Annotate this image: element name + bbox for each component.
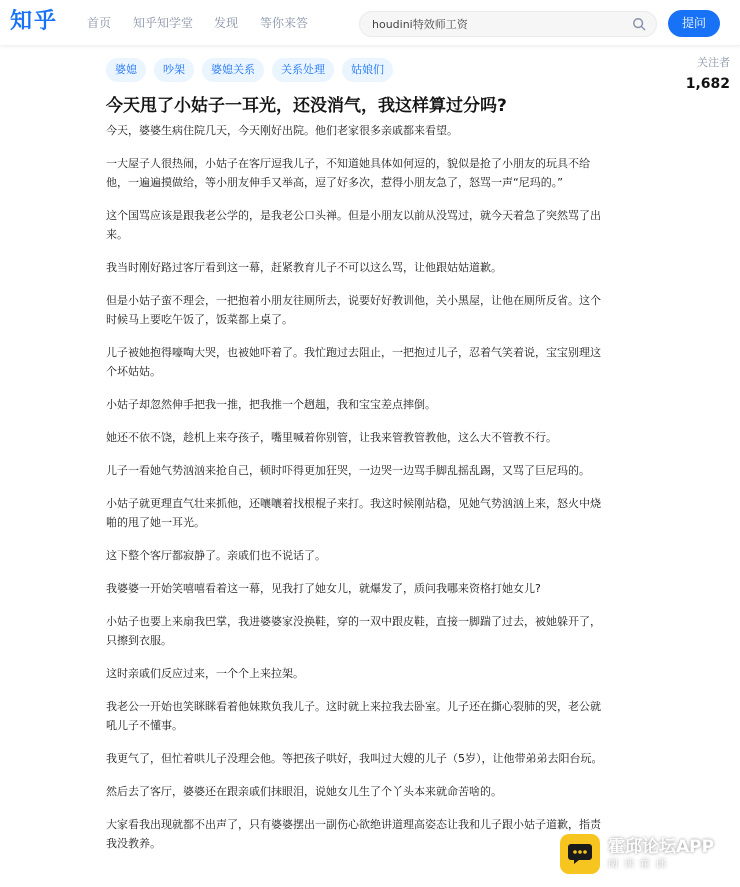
content-paragraph: 小姑子却忽然伸手把我一推，把我推一个趔趄，我和宝宝差点摔倒。: [106, 398, 436, 411]
watermark-subtitle: 阅读霍邱: [608, 858, 672, 870]
chat-bubble-icon: [560, 834, 600, 874]
topic-tag[interactable]: 姑娘们: [342, 58, 393, 82]
top-header: [0, 0, 740, 46]
followers-stat: [686, 56, 730, 94]
search-box[interactable]: [359, 11, 657, 37]
followers-label: 关注者: [697, 56, 730, 69]
content-paragraph: 一大屋子人很热闹，小姑子在客厅逗我儿子，不知道她具体如何逗的，貌似是抢了小朋友的玩具不给他，一遍遍摸做给，等小朋友伸手又举高，逗了好多次，惹得小朋友急了，怒骂一声“尼玛的。”: [106, 157, 590, 189]
ask-button[interactable]: 提问: [668, 10, 720, 37]
content-paragraph: 但是小姑子蛮不理会，一把抱着小朋友往厕所去，说要好好教训他，关小黑屋，让他在厕所反省。这个时候马上要吃午饭了，饭菜都上桌了。: [106, 294, 601, 326]
content-paragraph: 我当时刚好路过客厅看到这一幕，赶紧教育儿子不可以这么骂，让他跟姑姑道歉。: [106, 261, 502, 274]
question-detail: [106, 121, 606, 867]
content-paragraph: 今天，婆婆生病住院几天，今天刚好出院。他们老家很多亲戚都来看望。: [106, 124, 458, 137]
topic-tag[interactable]: 关系处理: [272, 58, 334, 82]
content-paragraph: 小姑子也要上来扇我巴掌，我进婆婆家没换鞋，穿的一双中跟皮鞋，直接一脚踹了过去，被她躲开了，只擦到衣服。: [106, 615, 601, 647]
content-paragraph: 小姑子就更理直气壮来抓他，还嚷嚷着找根棍子来打。我这时候刚站稳，见她气势汹汹上来，怒火中烧啪的甩了她一耳光。: [106, 497, 601, 529]
nav-item-home[interactable]: 首页: [87, 16, 112, 30]
nav-item-waiting-answers[interactable]: 等你来答: [260, 16, 309, 30]
followers-count[interactable]: 1,682: [685, 76, 730, 92]
content-paragraph: 这个国骂应该是跟我老公学的，是我老公口头禅。但是小朋友以前从没骂过，就今天着急了突然骂了出来。: [106, 209, 601, 241]
content-paragraph: 她还不依不饶，趁机上来夺孩子，嘴里喊着你别管，让我来管教管教他，这么大不管教不行。: [106, 431, 557, 444]
topic-tag[interactable]: 婆媳关系: [202, 58, 264, 82]
content-paragraph: 儿子一看她气势汹汹来抢自己，顿时吓得更加狂哭，一边哭一边骂手脚乱摇乱踢，又骂了巨尼玛的。: [106, 464, 590, 477]
search-icon[interactable]: [632, 17, 646, 31]
nav-item-zhixuetang[interactable]: 知乎知学堂: [133, 16, 194, 30]
content-paragraph: 大家看我出现就都不出声了，只有婆婆摆出一副伤心欲绝讲道理高姿态让我和儿子跟小姑子道歉，指责我没教养。: [106, 818, 601, 850]
content-paragraph: 我老公一开始也笑眯眯看着他妹欺负我儿子。这时就上来拉我去卧室。儿子还在撕心裂肺的哭，老公就吼儿子不懂事。: [106, 700, 601, 732]
zhihu-logo[interactable]: 知乎: [10, 9, 59, 34]
watermark-text: [608, 836, 715, 870]
question-title: 今天甩了小姑子一耳光，还没消气，我这样算过分吗?: [106, 96, 507, 116]
content-paragraph: 儿子被她抱得嚎啕大哭，也被她吓着了。我忙跑过去阻止，一把抱过儿子，忍着气笑着说，宝宝别理这个坏姑姑。: [106, 346, 601, 378]
topic-tag[interactable]: 婆媳: [106, 58, 146, 82]
top-nav: [87, 15, 330, 31]
content-paragraph: 我婆婆一开始笑嘻嘻看着这一幕，见我打了她女儿，就爆发了，质问我哪来资格打她女儿?: [106, 582, 541, 595]
search-input[interactable]: [372, 12, 622, 36]
content-paragraph: 然后去了客厅，婆婆还在跟亲戚们抹眼泪，说她女儿生了个丫头本来就命苦啥的。: [106, 785, 502, 798]
topic-tag[interactable]: 吵架: [154, 58, 194, 82]
content-paragraph: 这时亲戚们反应过来，一个个上来拉架。: [106, 667, 304, 680]
nav-item-discover[interactable]: 发现: [214, 16, 239, 30]
watermark-title: 霍邱论坛APP: [608, 836, 715, 857]
content-paragraph: 这下整个客厅都寂静了。亲戚们也不说话了。: [106, 549, 326, 562]
forum-app-watermark: [560, 829, 740, 879]
topic-tags: [106, 58, 401, 82]
content-paragraph: 我更气了，但忙着哄儿子没理会他。等把孩子哄好，我叫过大嫂的儿子（5岁），让他带弟弟去阳台玩。: [106, 752, 603, 765]
